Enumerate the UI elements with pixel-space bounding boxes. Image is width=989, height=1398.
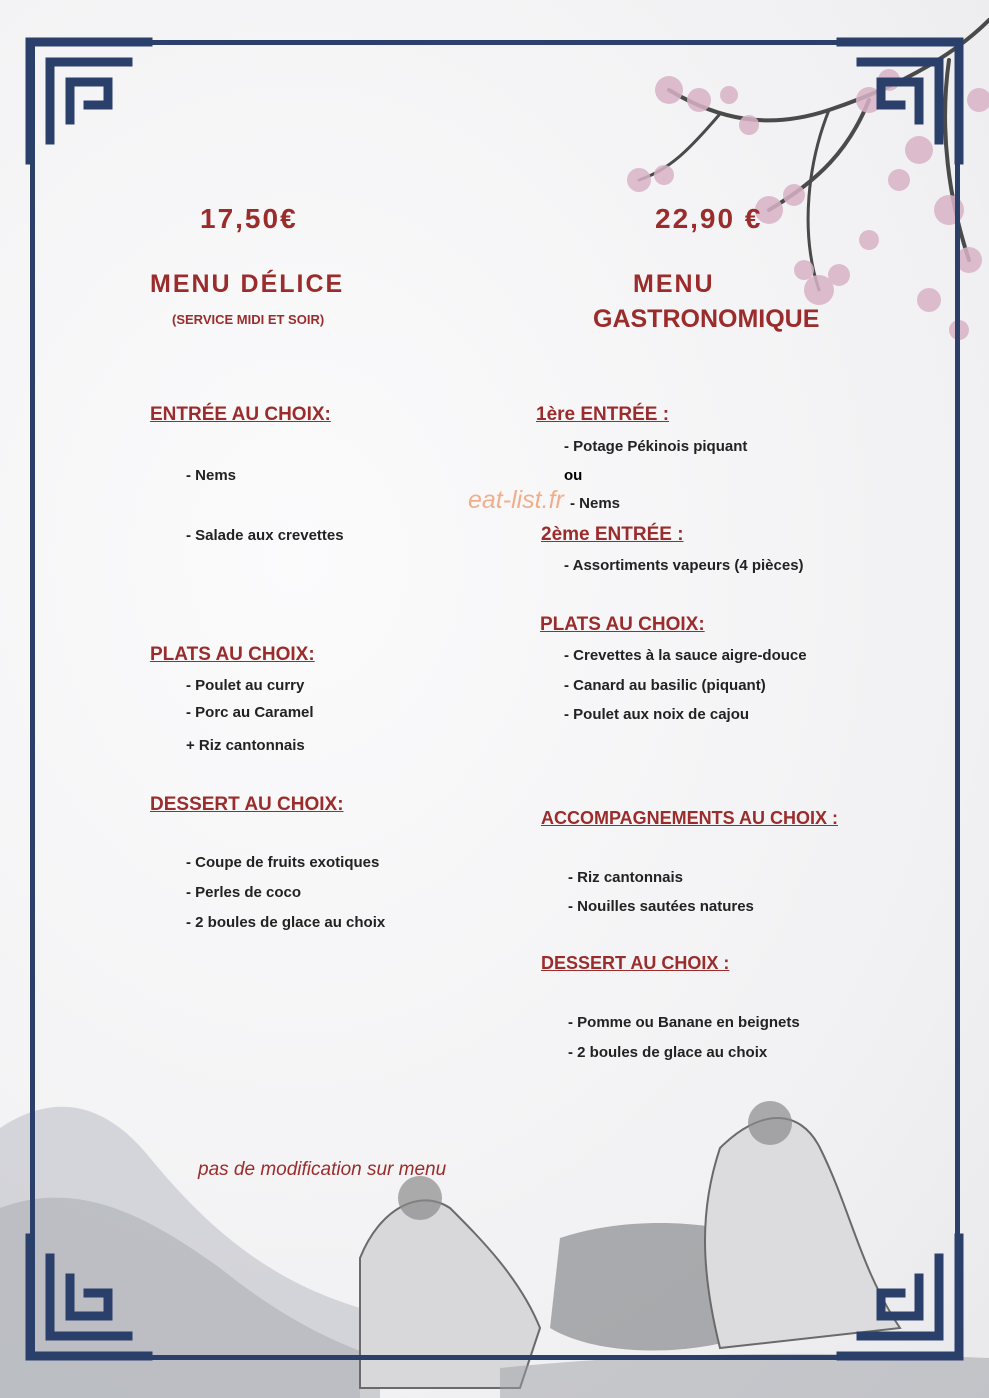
left-plat-item: - Poulet au curry [186,677,305,694]
right-accompagnement-item: - Riz cantonnais [568,869,684,886]
left-dessert-item: - Coupe de fruits exotiques [186,854,380,871]
right-entree1-or: ou [564,467,583,484]
left-dessert-heading: DESSERT AU CHOIX: [150,794,344,815]
left-plats-heading: PLATS AU CHOIX: [150,644,315,665]
right-entree2-heading: 2ème ENTRÉE : [541,524,684,545]
right-accompagnement-item: - Nouilles sautées natures [568,898,754,915]
left-entree-item: - Nems [186,467,237,484]
left-menu-price: 17,50€ [200,203,298,234]
right-dessert-item: - Pomme ou Banane en beignets [568,1014,800,1031]
footer-note: pas de modification sur menu [198,1159,447,1180]
left-dessert-item: - Perles de coco [186,884,302,901]
right-menu-title-line2: GASTRONOMIQUE [593,305,820,333]
watermark-text: eat-list.fr [468,486,564,514]
left-menu-title: MENU DÉLICE [150,270,345,298]
left-entree-heading: ENTRÉE AU CHOIX: [150,404,331,425]
right-entree2-item: - Assortiments vapeurs (4 pièces) [564,557,804,574]
right-plat-item: - Canard au basilic (piquant) [564,677,766,694]
left-plat-item: + Riz cantonnais [186,737,305,754]
right-entree1-item: - Nems [570,495,621,512]
right-entree1-heading: 1ère ENTRÉE : [536,404,670,425]
right-accompagnements-heading: ACCOMPAGNEMENTS AU CHOIX : [541,808,838,828]
left-menu-subtitle: (SERVICE MIDI ET SOIR) [172,312,325,327]
corner-ornament-top-right [831,30,971,170]
corner-ornament-bottom-right [831,1228,971,1368]
right-plat-item: - Crevettes à la sauce aigre-douce [564,647,807,664]
right-entree1-item: - Potage Pékinois piquant [564,438,748,455]
right-plat-item: - Poulet aux noix de cajou [564,706,750,723]
right-dessert-heading: DESSERT AU CHOIX : [541,953,730,973]
left-dessert-item: - 2 boules de glace au choix [186,914,386,931]
right-menu-price: 22,90 € [655,203,763,234]
menu-frame-border [30,40,960,1360]
corner-ornament-bottom-left [18,1228,158,1368]
corner-ornament-top-left [18,30,158,170]
left-plat-item: - Porc au Caramel [186,704,314,721]
right-menu-title-line1: MENU [633,270,715,298]
right-plats-heading: PLATS AU CHOIX: [540,614,705,635]
right-dessert-item: - 2 boules de glace au choix [568,1044,768,1061]
left-entree-item: - Salade aux crevettes [186,527,344,544]
